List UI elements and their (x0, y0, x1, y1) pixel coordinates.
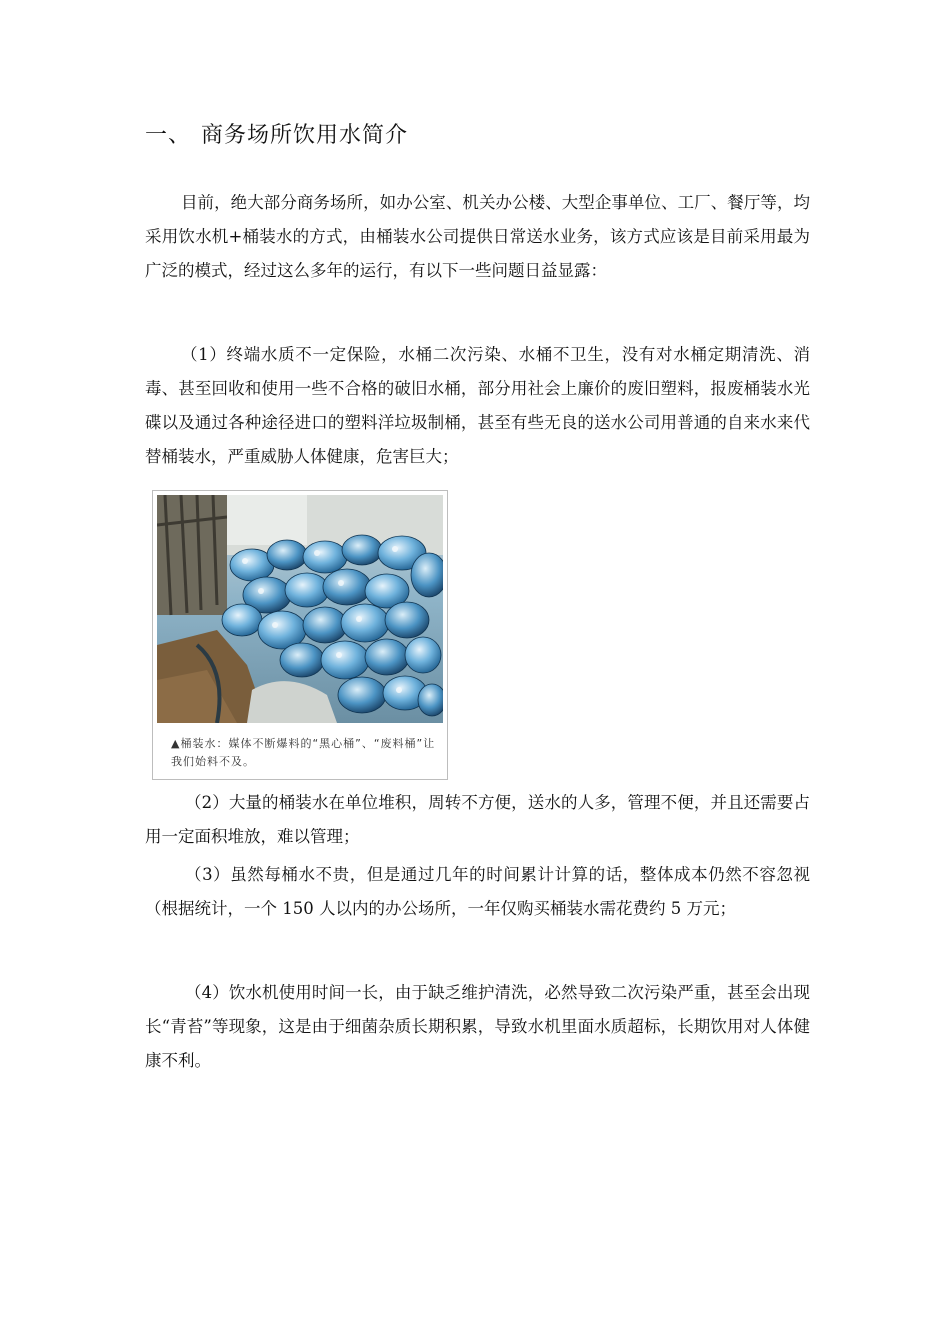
section-title: 商务场所饮用水简介 (201, 123, 409, 148)
issue-3-paragraph: （3）虽然每桶水不贵，但是通过几年的时间累计计算的话，整体成本仍然不容忽视（根据统计，一个 150 人以内的办公场所，一年仅购买桶装水需花费约 5 万元； (145, 865, 810, 918)
water-bucket-pile-photo (157, 495, 443, 723)
figure-water-buckets (152, 490, 448, 780)
section-number: 一、 (145, 123, 192, 148)
figure-caption: ▲桶装水：媒体不断爆料的“黑心桶”、“废料桶”让我们始料不及。 (171, 737, 436, 768)
issue-2-paragraph: （2）大量的桶装水在单位堆积，周转不方便，送水的人多，管理不便，并且还需要占用一定面积堆放，难以管理； (145, 793, 810, 846)
intro-paragraph: 目前，绝大部分商务场所，如办公室、机关办公楼、大型企事单位、工厂、餐厅等，均采用饮水机+桶装水的方式，由桶装水公司提供日常送水业务，该方式应该是目前采用最为广泛的模式，经过这么多年的运行，有以下一些问题日益显露： (145, 193, 810, 280)
issue-1-paragraph: （1）终端水质不一定保险，水桶二次污染、水桶不卫生，没有对水桶定期清洗、消毒、甚至回收和使用一些不合格的破旧水桶，部分用社会上廉价的废旧塑料，报废桶装水光碟以及通过各种途径进口的塑料洋垃圾制桶，甚至有些无良的送水公司用普通的自来水来代替桶装水，严重威胁人体健康，危害巨大； (145, 345, 810, 466)
section-heading (145, 118, 408, 149)
issue-4-paragraph: （4）饮水机使用时间一长，由于缺乏维护清洗，必然导致二次污染严重，甚至会出现长“青苔”等现象，这是由于细菌杂质长期积累，导致水机里面水质超标，长期饮用对人体健康不利。 (145, 983, 810, 1070)
